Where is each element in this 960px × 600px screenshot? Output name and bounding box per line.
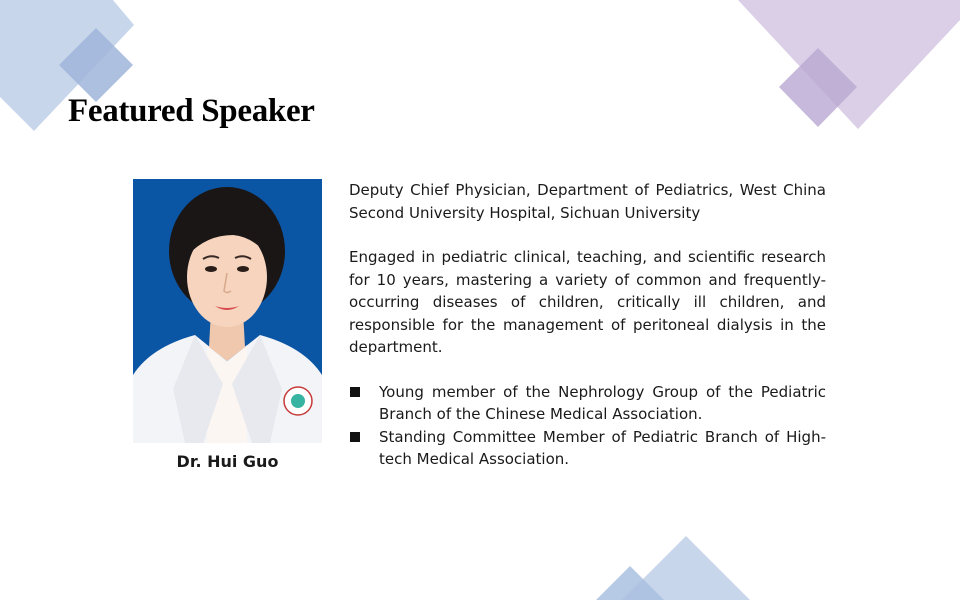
list-item: [349, 426, 826, 471]
speaker-bio: [349, 179, 826, 471]
membership-text: Young member of the Nephrology Group of the Pediatric Branch of the Chinese Medical Association.: [379, 382, 826, 423]
membership-list: [349, 381, 826, 471]
square-bullet-icon: [350, 387, 360, 397]
decor-shape-top-right: [738, 0, 960, 129]
membership-text: Standing Committee Member of Pediatric Branch of High-tech Medical Association.: [379, 427, 826, 468]
list-item: [349, 381, 826, 426]
slide-title: Featured Speaker: [68, 93, 315, 129]
square-bullet-icon: [350, 432, 360, 442]
speaker-position: Deputy Chief Physician, Department of Pediatrics, West China Second University Hospital, Sichuan University: [349, 181, 826, 222]
speaker-summary: Engaged in pediatric clinical, teaching, and scientific research for 10 years, mastering a variety of common and frequently-occurring diseases of children, critically ill children, and responsible for the management of peritoneal dialysis in the department.: [349, 248, 826, 356]
speaker-name: Dr. Hui Guo: [176, 452, 279, 471]
speaker-photo: [133, 179, 322, 443]
